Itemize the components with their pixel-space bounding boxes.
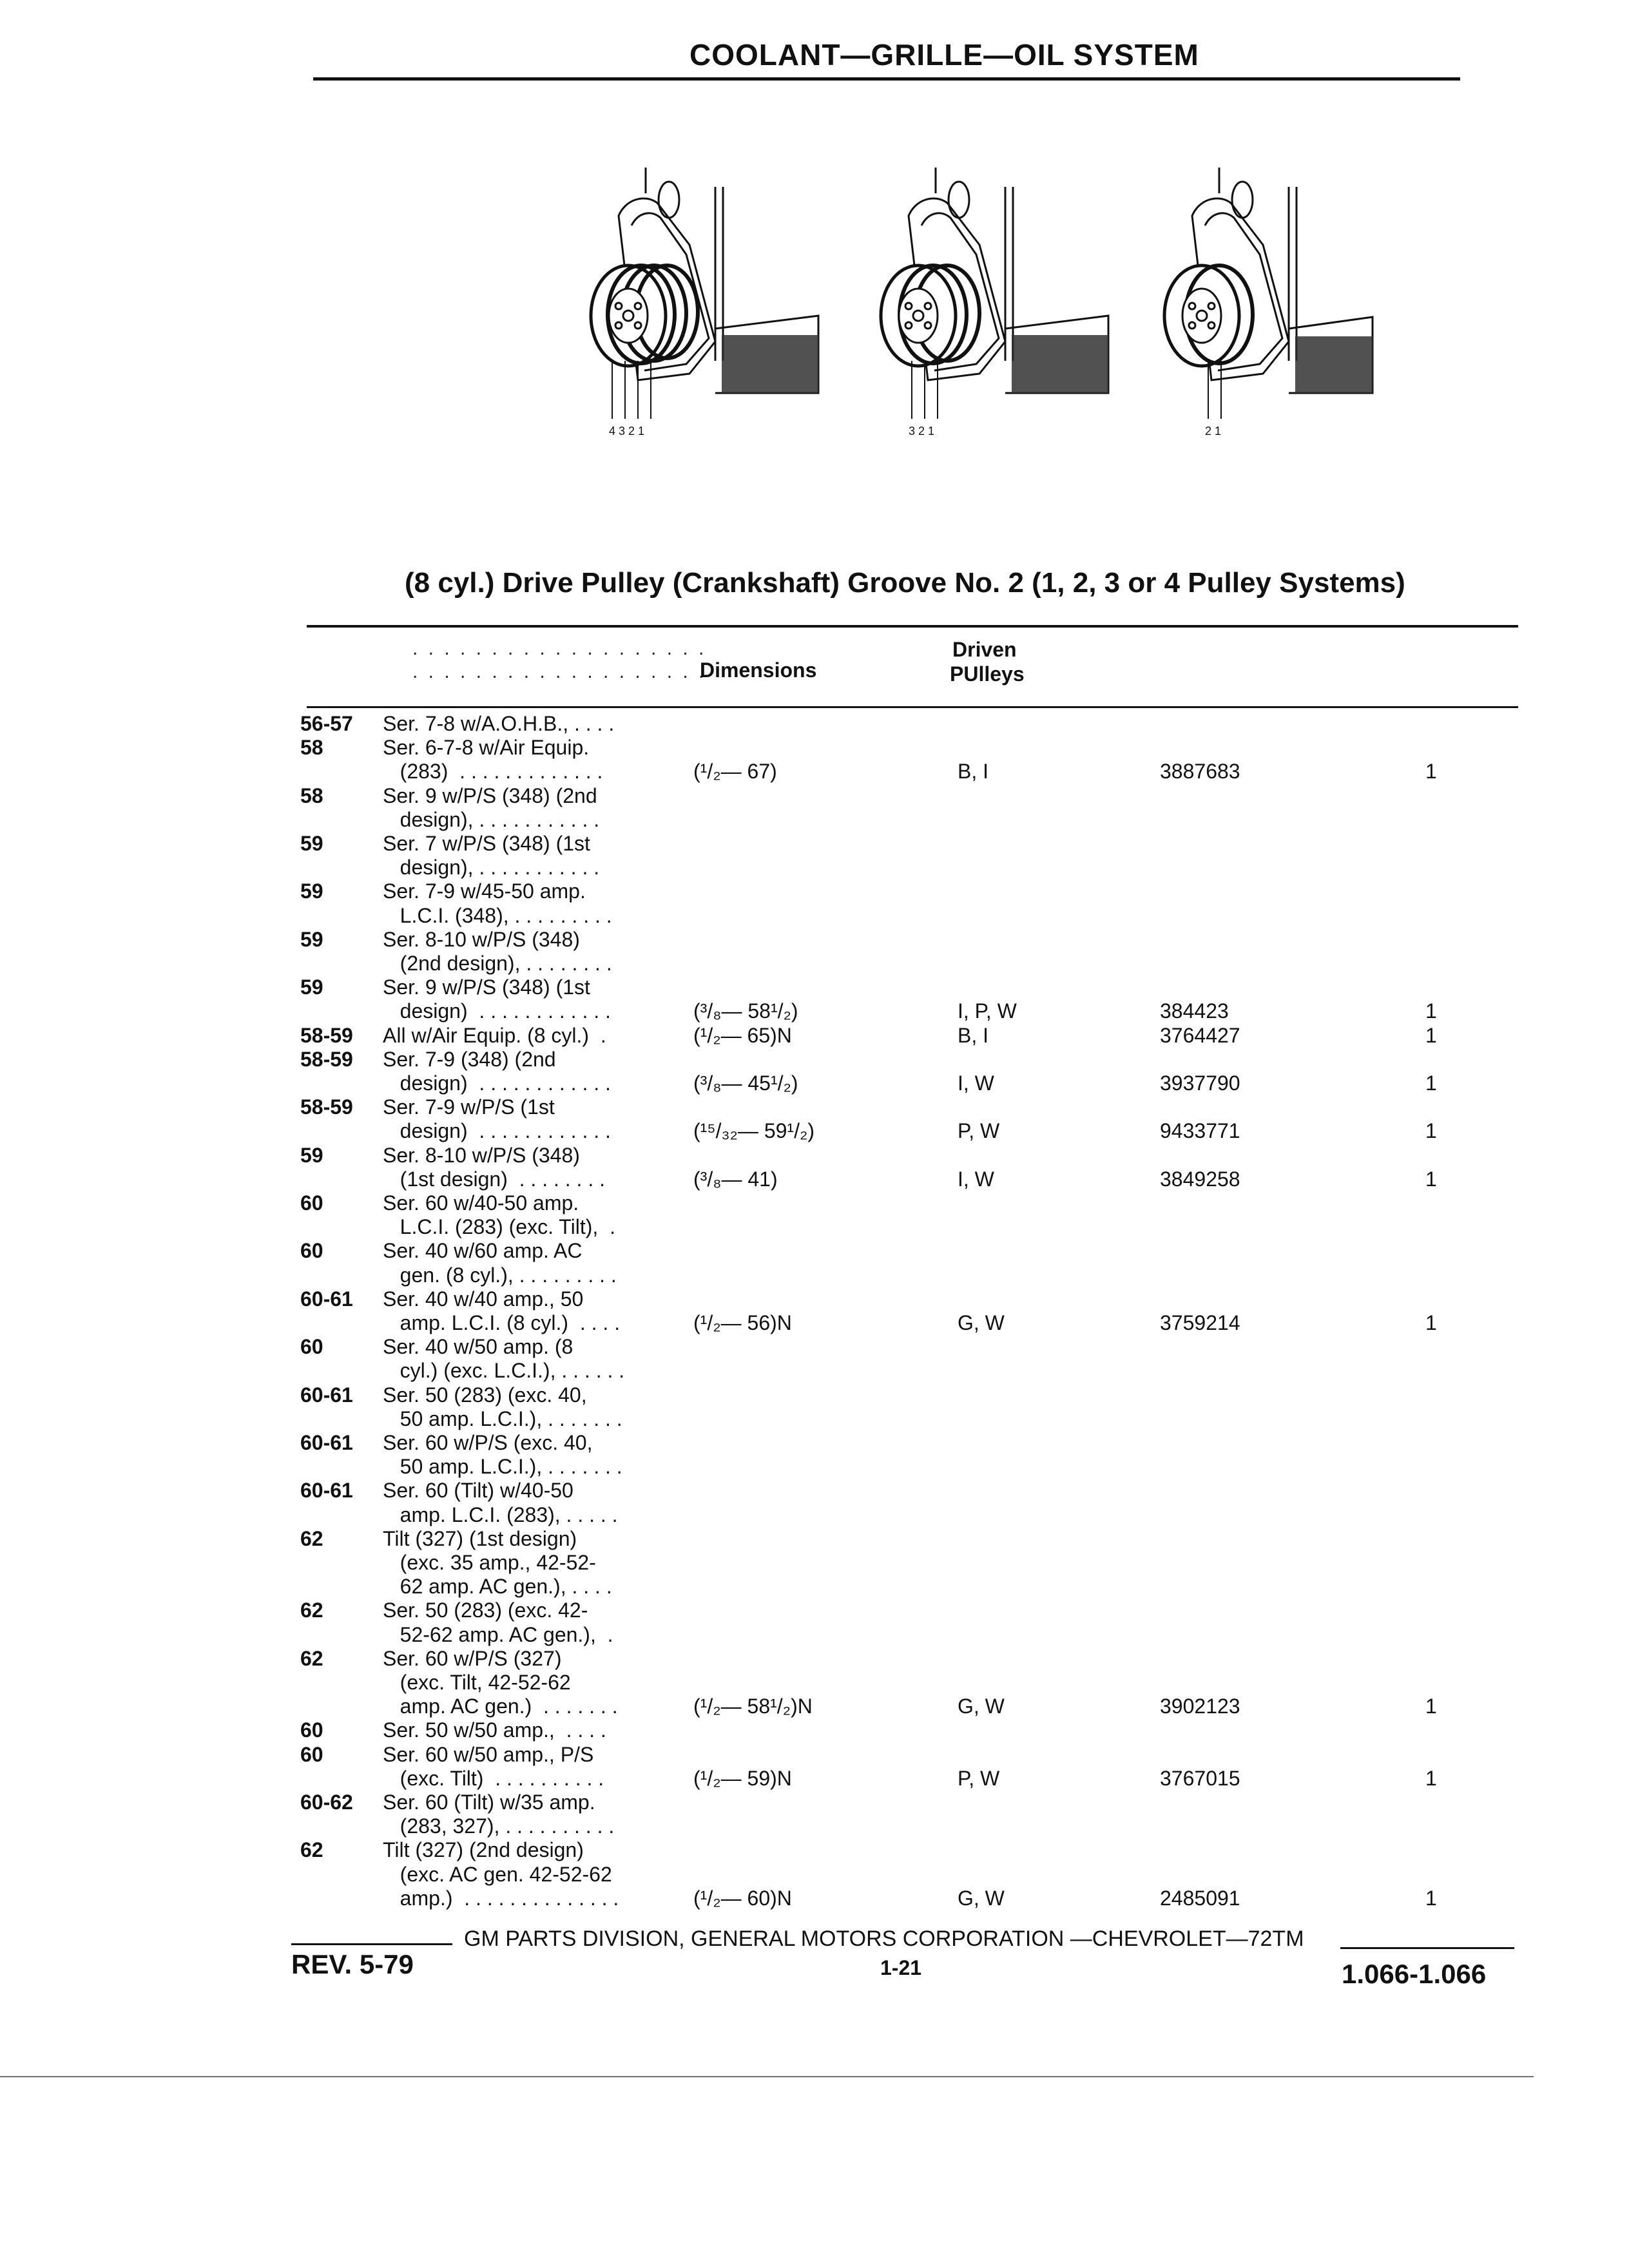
description-cell: L.C.I. (348), . . . . . . . . . — [383, 904, 612, 927]
dimensions-cell: (¹/₂— 56)N — [693, 1311, 792, 1334]
part-number-cell: 3902123 — [1160, 1695, 1240, 1718]
page-number: 1-21 — [880, 1956, 922, 1979]
quantity-cell: 1 — [1425, 1024, 1437, 1047]
model-year-cell: 60-61 — [300, 1383, 353, 1407]
section-title: COOLANT—GRILLE—OIL SYSTEM — [689, 38, 1199, 72]
groove-label-fig1: 4 3 2 1 — [609, 425, 645, 437]
description-cell: amp.) . . . . . . . . . . . . . . — [383, 1887, 619, 1910]
model-year-cell: 59 — [300, 975, 323, 999]
description-cell: Ser. 60 w/P/S (exc. 40, — [383, 1431, 593, 1454]
description-cell: Ser. 7-9 w/45-50 amp. — [383, 879, 586, 903]
dimensions-cell: (¹/₂— 60)N — [693, 1887, 792, 1910]
model-year-cell: 62 — [300, 1838, 323, 1861]
quantity-cell: 1 — [1425, 1767, 1437, 1790]
quantity-cell: 1 — [1425, 1311, 1437, 1334]
driven-pulleys-cell: P, W — [958, 1119, 1000, 1142]
description-cell: (2nd design), . . . . . . . . — [383, 952, 612, 975]
part-number-cell: 3849258 — [1160, 1168, 1240, 1191]
dimensions-cell: (¹/₂— 58¹/₂)N — [693, 1695, 813, 1718]
model-year-cell: 59 — [300, 879, 323, 903]
description-cell: Ser. 7 w/P/S (348) (1st — [383, 832, 590, 855]
description-cell: Ser. 7-9 w/P/S (1st — [383, 1095, 555, 1119]
description-cell: design) . . . . . . . . . . . . — [383, 1119, 611, 1142]
description-cell: Ser. 7-8 w/A.O.H.B., . . . . — [383, 712, 615, 735]
description-cell: gen. (8 cyl.), . . . . . . . . . — [383, 1264, 617, 1287]
model-year-cell: 62 — [300, 1647, 323, 1670]
model-year-cell: 60-61 — [300, 1287, 353, 1311]
reference-number: 1.066-1.066 — [1342, 1959, 1487, 1989]
pulley-diagram-3-groove — [881, 168, 1108, 437]
description-cell: amp. L.C.I. (283), . . . . . — [383, 1503, 618, 1526]
description-cell: (exc. AC gen. 42-52-62 — [383, 1863, 612, 1886]
model-year-cell: 62 — [300, 1599, 323, 1622]
driven-pulleys-cell: B, I — [958, 760, 989, 783]
driven-pulleys-cell: G, W — [958, 1311, 1005, 1334]
model-year-cell: 62 — [300, 1527, 323, 1550]
description-cell: Ser. 50 w/50 amp., . . . . — [383, 1718, 606, 1742]
part-number-cell: 3764427 — [1160, 1024, 1240, 1047]
quantity-cell: 1 — [1425, 1695, 1437, 1718]
pulley-diagram-4-groove — [591, 168, 818, 437]
driven-pulleys-cell: I, W — [958, 1072, 994, 1095]
model-year-cell: 60 — [300, 1239, 323, 1262]
groove-label-fig2: 3 2 1 — [909, 425, 935, 437]
model-year-cell: 58 — [300, 784, 323, 807]
description-cell: Ser. 40 w/40 amp., 50 — [383, 1287, 584, 1311]
description-cell: Tilt (327) (1st design) — [383, 1527, 577, 1550]
description-cell: Ser. 8-10 w/P/S (348) — [383, 928, 580, 951]
header-bottom-rule — [307, 706, 1518, 708]
description-cell: Ser. 60 w/40-50 amp. — [383, 1191, 579, 1215]
revision-label: REV. 5-79 — [291, 1949, 414, 1979]
driven-pulleys-cell: B, I — [958, 1024, 989, 1047]
description-cell: (exc. Tilt, 42-52-62 — [383, 1671, 571, 1694]
model-year-cell: 58-59 — [300, 1095, 353, 1119]
dimensions-cell: (³/₈— 58¹/₂) — [693, 999, 798, 1023]
description-cell: Tilt (327) (2nd design) — [383, 1838, 584, 1861]
part-number-cell: 3887683 — [1160, 760, 1240, 783]
description-cell: Ser. 6-7-8 w/Air Equip. — [383, 736, 590, 759]
model-year-cell: 60-61 — [300, 1479, 353, 1502]
driven-pulleys-cell: P, W — [958, 1767, 1000, 1790]
model-year-cell: 60-61 — [300, 1431, 353, 1454]
model-year-cell: 60 — [300, 1743, 323, 1766]
description-cell: Ser. 60 w/P/S (327) — [383, 1647, 562, 1670]
description-cell: (1st design) . . . . . . . . — [383, 1168, 605, 1191]
driven-pulleys-cell: G, W — [958, 1887, 1005, 1910]
footer-rule-right — [1340, 1947, 1514, 1949]
description-cell: design) . . . . . . . . . . . . — [383, 1072, 611, 1095]
description-cell: 50 amp. L.C.I.), . . . . . . . — [383, 1407, 622, 1430]
dimensions-cell: (³/₈— 41) — [693, 1168, 778, 1191]
model-year-cell: 59 — [300, 1144, 323, 1167]
model-year-cell: 60 — [300, 1718, 323, 1742]
table-heading: (8 cyl.) Drive Pulley (Crankshaft) Groove No. 2 (1, 2, 3 or 4 Pulley Systems) — [405, 567, 1405, 599]
groove-label-fig3: 2 1 — [1205, 425, 1222, 437]
footer-rule-left — [291, 1943, 452, 1945]
part-number-cell: 2485091 — [1160, 1887, 1240, 1910]
quantity-cell: 1 — [1425, 1119, 1437, 1142]
description-cell: 62 amp. AC gen.), . . . . — [383, 1575, 612, 1598]
header-leader-dots-1: . . . . . . . . . . . . . . . . . . . — [412, 638, 707, 659]
description-cell: (exc. 35 amp., 42-52- — [383, 1551, 596, 1574]
description-cell: Ser. 7-9 (348) (2nd — [383, 1048, 556, 1071]
description-cell: Ser. 60 (Tilt) w/35 amp. — [383, 1791, 595, 1814]
footer-publisher: GM PARTS DIVISION, GENERAL MOTORS CORPORATION —CHEVROLET—72TM — [464, 1927, 1304, 1951]
model-year-cell: 58-59 — [300, 1048, 353, 1071]
description-cell: amp. AC gen.) . . . . . . . — [383, 1695, 618, 1718]
description-cell: cyl.) (exc. L.C.I.), . . . . . . — [383, 1359, 625, 1382]
description-cell: Ser. 40 w/50 amp. (8 — [383, 1335, 574, 1358]
dimensions-cell: (¹/₂— 65)N — [693, 1024, 792, 1047]
quantity-cell: 1 — [1425, 1072, 1437, 1095]
dimensions-cell: (¹/₂— 59)N — [693, 1767, 792, 1790]
model-year-cell: 58 — [300, 736, 323, 759]
dimensions-cell: (¹⁵/₃₂— 59¹/₂) — [693, 1119, 815, 1142]
description-cell: amp. L.C.I. (8 cyl.) . . . . — [383, 1311, 621, 1334]
pulley-illustration — [503, 148, 1379, 522]
part-number-cell: 3937790 — [1160, 1072, 1240, 1095]
description-cell: All w/Air Equip. (8 cyl.) . — [383, 1024, 606, 1047]
description-cell: Ser. 40 w/60 amp. AC — [383, 1239, 583, 1262]
description-cell: Ser. 9 w/P/S (348) (1st — [383, 975, 590, 999]
dimensions-cell: (¹/₂— 67) — [693, 760, 777, 783]
dimensions-cell: (³/₈— 45¹/₂) — [693, 1072, 798, 1095]
model-year-cell: 56-57 — [300, 712, 353, 735]
bottom-page-rule — [0, 2076, 1534, 2077]
column-header-driven-line1: Driven — [952, 638, 1017, 661]
description-cell: 52-62 amp. AC gen.), . — [383, 1623, 613, 1646]
quantity-cell: 1 — [1425, 999, 1437, 1023]
description-cell: 50 amp. L.C.I.), . . . . . . . — [383, 1455, 622, 1478]
description-cell: Ser. 60 w/50 amp., P/S — [383, 1743, 594, 1766]
description-cell: Ser. 50 (283) (exc. 42- — [383, 1599, 588, 1622]
description-cell: Ser. 50 (283) (exc. 40, — [383, 1383, 587, 1407]
column-header-dimensions: Dimensions — [700, 658, 817, 682]
header-rule — [313, 77, 1460, 81]
model-year-cell: 58-59 — [300, 1024, 353, 1047]
description-cell: design) . . . . . . . . . . . . — [383, 999, 611, 1023]
driven-pulleys-cell: I, P, W — [958, 999, 1017, 1023]
quantity-cell: 1 — [1425, 1168, 1437, 1191]
driven-pulleys-cell: G, W — [958, 1695, 1005, 1718]
model-year-cell: 59 — [300, 832, 323, 855]
header-leader-dots-2: . . . . . . . . . . . . . . . . . . . — [412, 661, 707, 682]
description-cell: L.C.I. (283) (exc. Tilt), . — [383, 1215, 615, 1238]
part-number-cell: 384423 — [1160, 999, 1229, 1023]
description-cell: Ser. 8-10 w/P/S (348) — [383, 1144, 580, 1167]
column-header-driven-line2: PUlleys — [950, 662, 1025, 686]
part-number-cell: 9433771 — [1160, 1119, 1240, 1142]
table-top-rule — [307, 625, 1518, 628]
model-year-cell: 60-62 — [300, 1791, 353, 1814]
model-year-cell: 60 — [300, 1191, 323, 1215]
model-year-cell: 59 — [300, 928, 323, 951]
quantity-cell: 1 — [1425, 1887, 1437, 1910]
description-cell: design), . . . . . . . . . . . — [383, 856, 600, 879]
model-year-cell: 60 — [300, 1335, 323, 1358]
driven-pulleys-cell: I, W — [958, 1168, 994, 1191]
description-cell: (283, 327), . . . . . . . . . . — [383, 1814, 615, 1838]
description-cell: (exc. Tilt) . . . . . . . . . . — [383, 1767, 604, 1790]
description-cell: (283) . . . . . . . . . . . . . — [383, 760, 603, 783]
pulley-diagram-2-groove — [1164, 168, 1373, 437]
quantity-cell: 1 — [1425, 760, 1437, 783]
description-cell: Ser. 9 w/P/S (348) (2nd — [383, 784, 597, 807]
part-number-cell: 3759214 — [1160, 1311, 1240, 1334]
part-number-cell: 3767015 — [1160, 1767, 1240, 1790]
description-cell: design), . . . . . . . . . . . — [383, 808, 600, 831]
description-cell: Ser. 60 (Tilt) w/40-50 — [383, 1479, 574, 1502]
